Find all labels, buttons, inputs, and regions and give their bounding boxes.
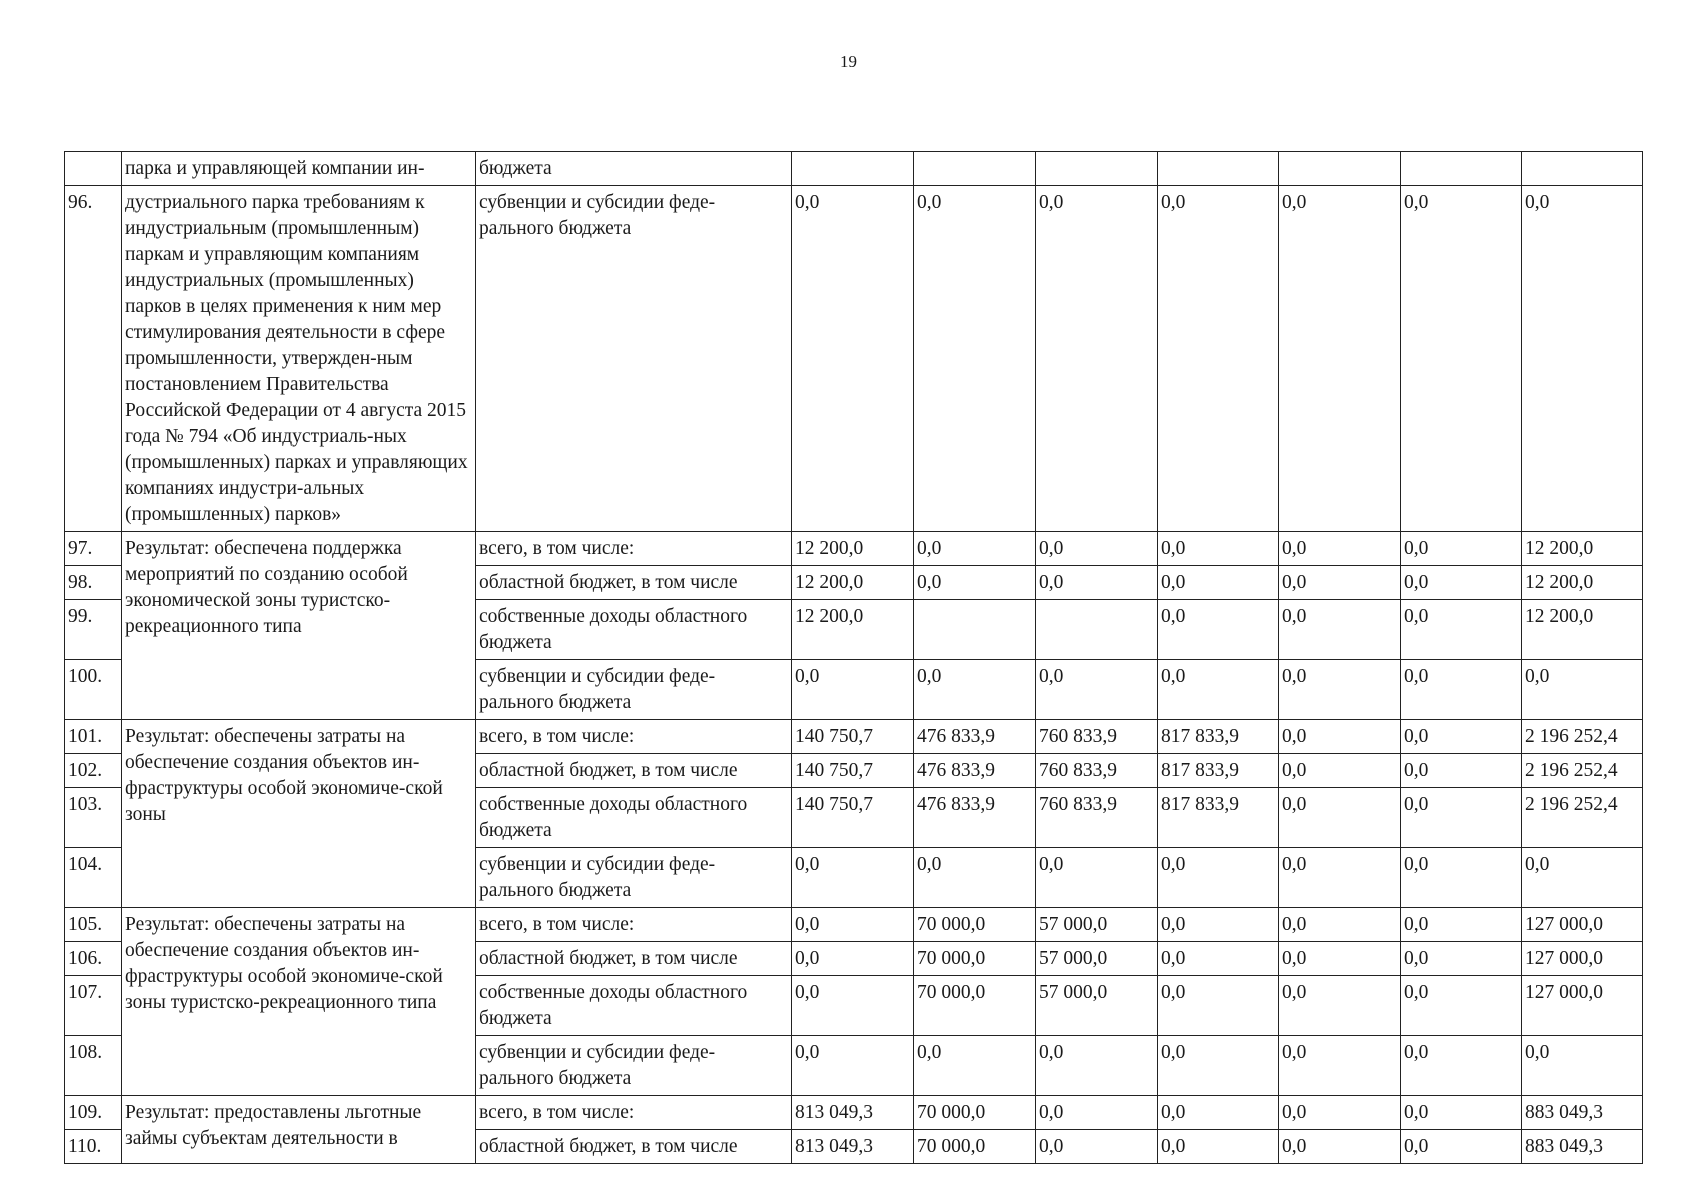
year-value-cell: 70 000,0 xyxy=(914,1130,1036,1164)
year-value-cell: 0,0 xyxy=(1158,600,1279,660)
total-value-cell: 12 200,0 xyxy=(1522,600,1643,660)
year-value-cell: 0,0 xyxy=(792,942,914,976)
year-value-cell: 0,0 xyxy=(914,566,1036,600)
year-value-cell: 0,0 xyxy=(1036,660,1158,720)
year-value-cell: 817 833,9 xyxy=(1158,754,1279,788)
year-value-cell: 0,0 xyxy=(1401,186,1522,532)
row-number-cell: 105. xyxy=(65,908,122,942)
measure-name-cell: Результат: обеспечены затраты на обеспечение создания объектов ин-фраструктуры особой экономиче-ской зоны туристско-рекреационного типа xyxy=(122,908,476,1096)
row-number-cell: 110. xyxy=(65,1130,122,1164)
year-value-cell xyxy=(1036,600,1158,660)
year-value-cell: 57 000,0 xyxy=(1036,976,1158,1036)
total-value-cell: 0,0 xyxy=(1522,660,1643,720)
funding-source-cell: областной бюджет, в том числе xyxy=(476,754,792,788)
page-number: 19 xyxy=(840,52,857,71)
measure-name-cell: Результат: обеспечена поддержка мероприятий по созданию особой экономической зоны туристско-рекреационного типа xyxy=(122,532,476,720)
row-number-cell: 109. xyxy=(65,1096,122,1130)
year-value-cell: 817 833,9 xyxy=(1158,720,1279,754)
year-value-cell: 0,0 xyxy=(1036,532,1158,566)
year-value-cell: 12 200,0 xyxy=(792,566,914,600)
year-value-cell: 70 000,0 xyxy=(914,1096,1036,1130)
year-value-cell: 0,0 xyxy=(1279,848,1401,908)
measure-name-cell: Результат: предоставлены льготные займы субъектам деятельности в xyxy=(122,1096,476,1164)
funding-source-cell: всего, в том числе: xyxy=(476,1096,792,1130)
year-value-cell: 760 833,9 xyxy=(1036,720,1158,754)
year-value-cell xyxy=(914,152,1036,186)
table-row xyxy=(65,720,1643,754)
year-value-cell: 0,0 xyxy=(1279,908,1401,942)
year-value-cell: 0,0 xyxy=(792,660,914,720)
year-value-cell: 476 833,9 xyxy=(914,788,1036,848)
year-value-cell: 0,0 xyxy=(1279,186,1401,532)
year-value-cell: 0,0 xyxy=(1401,532,1522,566)
year-value-cell: 0,0 xyxy=(1158,566,1279,600)
total-value-cell: 12 200,0 xyxy=(1522,566,1643,600)
year-value-cell: 0,0 xyxy=(1279,600,1401,660)
year-value-cell: 70 000,0 xyxy=(914,976,1036,1036)
year-value-cell: 12 200,0 xyxy=(792,532,914,566)
year-value-cell: 0,0 xyxy=(1158,942,1279,976)
year-value-cell: 57 000,0 xyxy=(1036,942,1158,976)
year-value-cell: 70 000,0 xyxy=(914,942,1036,976)
year-value-cell: 0,0 xyxy=(1401,1036,1522,1096)
year-value-cell: 0,0 xyxy=(1158,848,1279,908)
year-value-cell: 0,0 xyxy=(792,1036,914,1096)
total-value-cell: 883 049,3 xyxy=(1522,1130,1643,1164)
year-value-cell: 0,0 xyxy=(1158,186,1279,532)
year-value-cell: 0,0 xyxy=(1158,1130,1279,1164)
total-value-cell: 127 000,0 xyxy=(1522,942,1643,976)
table-row xyxy=(65,152,1643,186)
year-value-cell: 140 750,7 xyxy=(792,720,914,754)
year-value-cell: 0,0 xyxy=(792,186,914,532)
funding-source-cell: областной бюджет, в том числе xyxy=(476,942,792,976)
total-value-cell: 2 196 252,4 xyxy=(1522,754,1643,788)
year-value-cell: 0,0 xyxy=(1279,788,1401,848)
year-value-cell: 0,0 xyxy=(1279,720,1401,754)
year-value-cell: 140 750,7 xyxy=(792,754,914,788)
year-value-cell: 760 833,9 xyxy=(1036,754,1158,788)
year-value-cell xyxy=(1279,152,1401,186)
year-value-cell: 140 750,7 xyxy=(792,788,914,848)
funding-source-cell: субвенции и субсидии феде-рального бюджета xyxy=(476,186,792,532)
year-value-cell: 0,0 xyxy=(1279,1096,1401,1130)
year-value-cell: 0,0 xyxy=(1036,848,1158,908)
year-value-cell xyxy=(1401,152,1522,186)
table-row xyxy=(65,1096,1643,1130)
row-number-cell: 106. xyxy=(65,942,122,976)
total-value-cell: 0,0 xyxy=(1522,1036,1643,1096)
year-value-cell: 0,0 xyxy=(1279,754,1401,788)
year-value-cell: 0,0 xyxy=(1158,660,1279,720)
funding-source-cell: субвенции и субсидии феде-рального бюджета xyxy=(476,1036,792,1096)
funding-source-cell: областной бюджет, в том числе xyxy=(476,1130,792,1164)
year-value-cell: 0,0 xyxy=(1279,1130,1401,1164)
year-value-cell: 813 049,3 xyxy=(792,1130,914,1164)
row-number-cell: 107. xyxy=(65,976,122,1036)
year-value-cell: 0,0 xyxy=(1279,976,1401,1036)
funding-source-cell: областной бюджет, в том числе xyxy=(476,566,792,600)
year-value-cell: 760 833,9 xyxy=(1036,788,1158,848)
row-number-cell: 101. xyxy=(65,720,122,754)
year-value-cell: 12 200,0 xyxy=(792,600,914,660)
total-value-cell: 2 196 252,4 xyxy=(1522,720,1643,754)
year-value-cell: 0,0 xyxy=(792,976,914,1036)
year-value-cell: 0,0 xyxy=(1158,1096,1279,1130)
year-value-cell: 0,0 xyxy=(1401,660,1522,720)
total-value-cell: 0,0 xyxy=(1522,848,1643,908)
funding-source-cell: субвенции и субсидии феде-рального бюджета xyxy=(476,848,792,908)
year-value-cell: 0,0 xyxy=(914,660,1036,720)
year-value-cell: 0,0 xyxy=(1401,600,1522,660)
measure-name-cell: дустриального парка требованиям к индустриальным (промышленным) паркам и управляющим компаниям индустриальных (промышленных) парков в целях применения к ним мер стимулирования деятельности в сфере промышленности, утвержден-ным постановлением Правительства Российской Федерации от 4 августа 2015 года № 794 «Об индустриаль-ных (промышленных) парках и управляющих компаниях индустри-альных (промышленных) парков» xyxy=(122,186,476,532)
funding-source-cell: собственные доходы областного бюджета xyxy=(476,788,792,848)
year-value-cell: 0,0 xyxy=(792,908,914,942)
total-value-cell: 883 049,3 xyxy=(1522,1096,1643,1130)
row-number-cell: 97. xyxy=(65,532,122,566)
row-number-cell: 108. xyxy=(65,1036,122,1096)
year-value-cell: 813 049,3 xyxy=(792,1096,914,1130)
year-value-cell: 0,0 xyxy=(1279,942,1401,976)
funding-source-cell: субвенции и субсидии феде-рального бюджета xyxy=(476,660,792,720)
row-number-cell: 100. xyxy=(65,660,122,720)
year-value-cell: 0,0 xyxy=(914,532,1036,566)
year-value-cell: 0,0 xyxy=(1158,1036,1279,1096)
year-value-cell: 817 833,9 xyxy=(1158,788,1279,848)
total-value-cell: 2 196 252,4 xyxy=(1522,788,1643,848)
row-number-cell xyxy=(65,152,122,186)
total-value-cell: 127 000,0 xyxy=(1522,976,1643,1036)
measure-name-cell: Результат: обеспечены затраты на обеспечение создания объектов ин-фраструктуры особой экономиче-ской зоны xyxy=(122,720,476,908)
year-value-cell: 0,0 xyxy=(1036,1130,1158,1164)
year-value-cell: 0,0 xyxy=(1279,1036,1401,1096)
total-value-cell: 12 200,0 xyxy=(1522,532,1643,566)
year-value-cell xyxy=(792,152,914,186)
row-number-cell: 102. xyxy=(65,754,122,788)
year-value-cell: 0,0 xyxy=(1401,566,1522,600)
row-number-cell: 99. xyxy=(65,600,122,660)
year-value-cell: 0,0 xyxy=(1401,976,1522,1036)
row-number-cell: 103. xyxy=(65,788,122,848)
year-value-cell: 0,0 xyxy=(1279,660,1401,720)
table-row xyxy=(65,186,1643,532)
year-value-cell: 0,0 xyxy=(1036,1036,1158,1096)
year-value-cell: 0,0 xyxy=(1036,566,1158,600)
year-value-cell xyxy=(914,600,1036,660)
year-value-cell: 0,0 xyxy=(1279,566,1401,600)
year-value-cell: 0,0 xyxy=(1158,976,1279,1036)
year-value-cell: 0,0 xyxy=(1401,848,1522,908)
funding-source-cell: всего, в том числе: xyxy=(476,908,792,942)
year-value-cell xyxy=(1158,152,1279,186)
year-value-cell: 0,0 xyxy=(1401,908,1522,942)
year-value-cell: 0,0 xyxy=(1158,532,1279,566)
total-value-cell xyxy=(1522,152,1643,186)
year-value-cell: 70 000,0 xyxy=(914,908,1036,942)
year-value-cell: 476 833,9 xyxy=(914,720,1036,754)
funding-source-cell: всего, в том числе: xyxy=(476,532,792,566)
year-value-cell: 57 000,0 xyxy=(1036,908,1158,942)
year-value-cell: 0,0 xyxy=(914,186,1036,532)
funding-source-cell: собственные доходы областного бюджета xyxy=(476,976,792,1036)
total-value-cell: 0,0 xyxy=(1522,186,1643,532)
row-number-cell: 96. xyxy=(65,186,122,532)
year-value-cell xyxy=(1036,152,1158,186)
year-value-cell: 0,0 xyxy=(1401,720,1522,754)
year-value-cell: 0,0 xyxy=(1401,1096,1522,1130)
year-value-cell: 0,0 xyxy=(914,848,1036,908)
table-row xyxy=(65,908,1643,942)
total-value-cell: 127 000,0 xyxy=(1522,908,1643,942)
table-row xyxy=(65,532,1643,566)
year-value-cell: 0,0 xyxy=(792,848,914,908)
year-value-cell: 0,0 xyxy=(1401,942,1522,976)
year-value-cell: 0,0 xyxy=(1036,186,1158,532)
funding-source-cell: всего, в том числе: xyxy=(476,720,792,754)
budget-table xyxy=(64,151,1643,1164)
year-value-cell: 0,0 xyxy=(1279,532,1401,566)
year-value-cell: 0,0 xyxy=(1401,1130,1522,1164)
year-value-cell: 476 833,9 xyxy=(914,754,1036,788)
funding-source-cell: бюджета xyxy=(476,152,792,186)
year-value-cell: 0,0 xyxy=(1158,908,1279,942)
year-value-cell: 0,0 xyxy=(1401,754,1522,788)
year-value-cell: 0,0 xyxy=(1401,788,1522,848)
year-value-cell: 0,0 xyxy=(1036,1096,1158,1130)
measure-name-cell: парка и управляющей компании ин- xyxy=(122,152,476,186)
funding-source-cell: собственные доходы областного бюджета xyxy=(476,600,792,660)
row-number-cell: 98. xyxy=(65,566,122,600)
row-number-cell: 104. xyxy=(65,848,122,908)
year-value-cell: 0,0 xyxy=(914,1036,1036,1096)
